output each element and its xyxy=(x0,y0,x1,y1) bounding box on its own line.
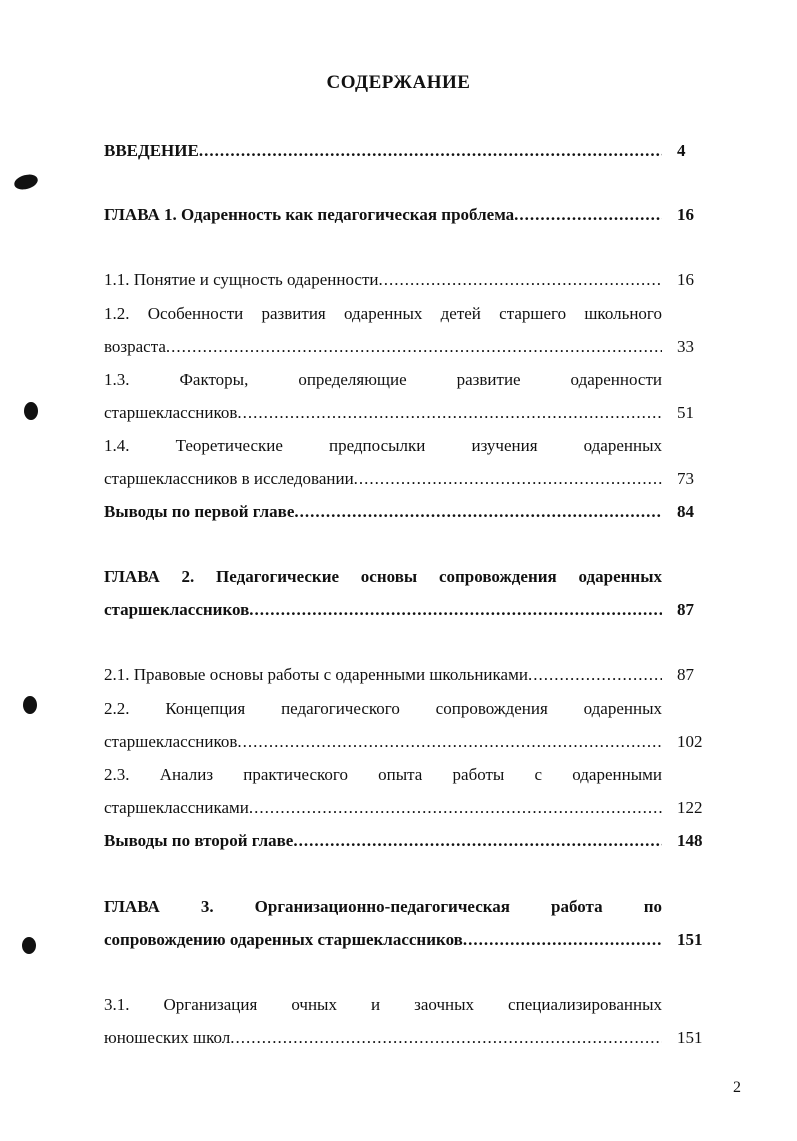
toc-entry-chapter-1 xyxy=(104,203,662,227)
toc-entry-conclusions-1 xyxy=(104,500,662,524)
toc-entry-text: 2.2. Концепция педагогического сопровождения одаренных xyxy=(104,699,662,718)
toc-entry-text: ГЛАВА 2. Педагогические основы сопровождения одаренных xyxy=(104,567,662,586)
toc-entry-2-3-line2 xyxy=(104,796,662,820)
toc-page-number: 151 xyxy=(677,930,703,949)
toc-page-number: 148 xyxy=(677,831,703,850)
toc-page-number: 4 xyxy=(677,141,686,160)
ink-blot xyxy=(24,402,38,420)
toc-entry-text: 1.1. Понятие и сущность одаренности xyxy=(104,270,379,289)
toc-entry-1-1 xyxy=(104,268,662,292)
toc-page-number: 16 xyxy=(677,205,694,224)
toc-entry-text: 1.2. Особенности развития одаренных детей старшего школьного xyxy=(104,304,662,323)
toc-entry-text: возраста xyxy=(104,337,166,356)
toc-entry-text: Выводы по второй главе xyxy=(104,831,294,850)
toc-entry-text: сопровождению одаренных старшеклассников xyxy=(104,930,463,949)
toc-entry-text: юношеских школ xyxy=(104,1028,231,1047)
ink-blot xyxy=(13,172,40,192)
toc-entry-1-4-line1 xyxy=(104,434,662,458)
toc-entry-3-1-line2 xyxy=(104,1026,662,1050)
toc-entry-1-4-line2 xyxy=(104,467,662,491)
toc-entry-introduction xyxy=(104,139,662,163)
toc-entry-text: старшеклассников xyxy=(104,732,238,751)
toc-page-number: 73 xyxy=(677,469,694,488)
toc-entry-chapter-3-line1 xyxy=(104,895,662,919)
toc-page-number: 84 xyxy=(677,502,694,521)
toc-entry-text: старшеклассников xyxy=(104,600,250,619)
toc-entry-text: ГЛАВА 1. Одаренность как педагогическая проблема xyxy=(104,205,515,224)
toc-entry-text: 2.3. Анализ практического опыта работы с одаренными xyxy=(104,765,662,784)
toc-entry-text: ГЛАВА 3. Организационно-педагогическая работа по xyxy=(104,897,662,916)
page-number: 2 xyxy=(733,1079,741,1096)
toc-page-number: 87 xyxy=(677,665,694,684)
toc-entry-text: 2.1. Правовые основы работы с одаренными школьниками xyxy=(104,665,528,684)
toc-entry-1-2-line1 xyxy=(104,302,662,326)
toc-entry-text: старшеклассников xyxy=(104,403,238,422)
toc-entry-text: Выводы по первой главе xyxy=(104,502,295,521)
toc-page-number: 16 xyxy=(677,270,694,289)
ink-blot xyxy=(22,937,36,954)
toc-page-number: 151 xyxy=(677,1028,703,1047)
toc-entry-2-3-line1 xyxy=(104,763,662,787)
toc-entry-text: ВВЕДЕНИЕ xyxy=(104,141,199,160)
toc-entry-chapter-3-line2 xyxy=(104,928,662,952)
toc-entry-text: 1.3. Факторы, определяющие развитие одаренности xyxy=(104,370,662,389)
toc-page-number: 87 xyxy=(677,600,694,619)
toc-entry-2-2-line1 xyxy=(104,697,662,721)
toc-page-number: 102 xyxy=(677,732,703,751)
toc-entry-2-2-line2 xyxy=(104,730,662,754)
toc-entry-1-3-line1 xyxy=(104,368,662,392)
toc-entry-text: 1.4. Теоретические предпосылки изучения одаренных xyxy=(104,436,662,455)
ink-blot xyxy=(23,696,37,714)
page-title: СОДЕРЖАНИЕ xyxy=(326,72,471,93)
toc-entry-1-3-line2 xyxy=(104,401,662,425)
toc-entry-text: старшеклассников в исследовании xyxy=(104,469,354,488)
toc-entry-3-1-line1 xyxy=(104,993,662,1017)
toc-entry-text: старшеклассниками xyxy=(104,798,249,817)
toc-entry-2-1 xyxy=(104,663,662,687)
toc-entry-chapter-2-line1 xyxy=(104,565,662,589)
toc-entry-chapter-2-line2 xyxy=(104,598,662,622)
toc-page-number: 33 xyxy=(677,337,694,356)
toc-entry-conclusions-2 xyxy=(104,829,662,853)
toc-page-number: 122 xyxy=(677,798,703,817)
toc-page-number: 51 xyxy=(677,403,694,422)
toc-entry-1-2-line2 xyxy=(104,335,662,359)
toc-entry-text: 3.1. Организация очных и заочных специализированных xyxy=(104,995,662,1014)
